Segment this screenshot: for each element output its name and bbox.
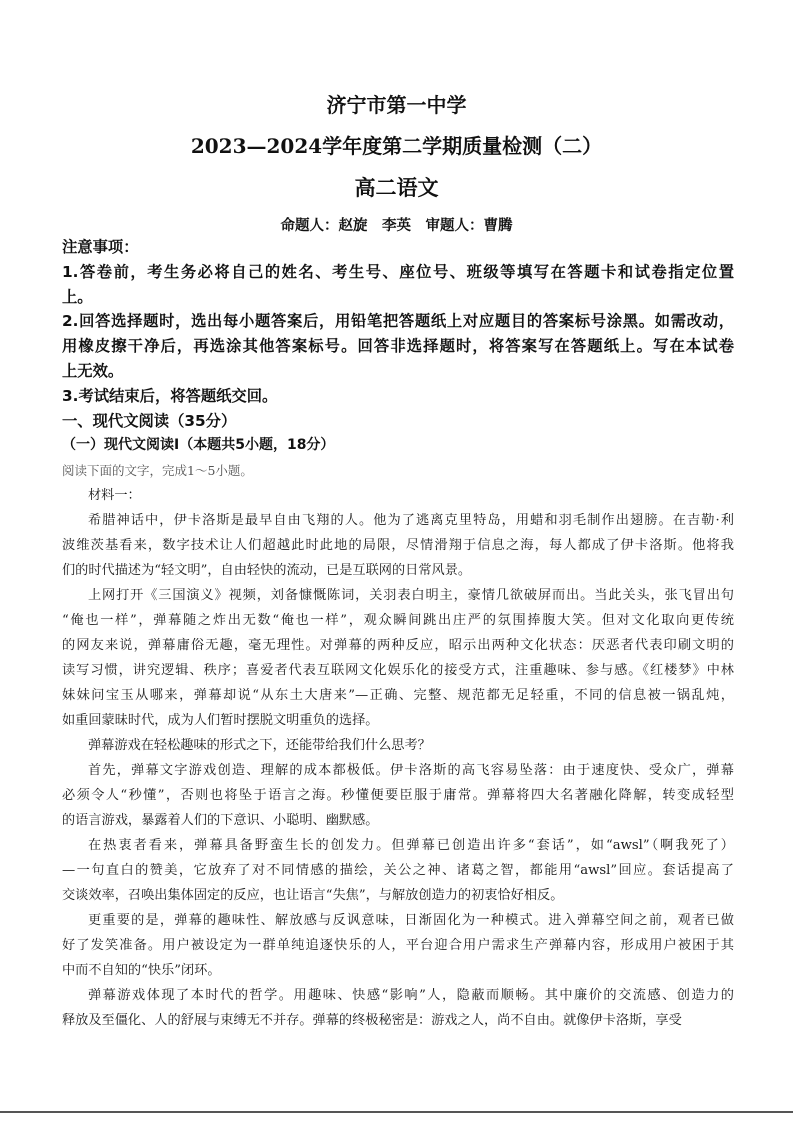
paragraph-line: 更重要的是，弹幕的趣味性、解放感与反讽意味，日渐固化为一种模式。进入弹幕空间之前，观者已做 [88, 913, 734, 928]
note-item-line: 上。 [62, 287, 93, 306]
reading-instruction: 阅读下面的文字，完成1～5小题。 [62, 463, 253, 478]
paragraph-line: 的网友来说，弹幕庸俗无趣，毫无理性。对弹幕的两种反应，昭示出两种文化状态：厌恶者代表印刷文明的 [62, 638, 734, 653]
material-label: 材料一： [88, 488, 141, 503]
paragraph-line: —一句直白的赞美，它放弃了对不同情感的描绘，关公之神、诸葛之智，都能用“awsl”回应。套话提高了 [62, 863, 734, 878]
subject-title: 高二语文 [354, 175, 439, 200]
note-item [62, 384, 734, 409]
paragraph-line: 读写习惯，讲究逻辑、秩序；喜爱者代表互联网文化娱乐化的接受方式，注重趣味、参与感。《红楼梦》中林 [62, 663, 734, 678]
paragraph [62, 908, 734, 983]
authors-line: 命题人：赵旋 李英 审题人：曹腾 [280, 217, 513, 234]
paragraph-line: 希腊神话中，伊卡洛斯是最早自由飞翔的人。他为了逃离克里特岛，用蜡和羽毛制作出翅膀。在吉勒·利 [88, 513, 734, 528]
exam-notes [62, 235, 734, 458]
paragraph-line: 上网打开《三国演义》视频，刘备慷慨陈词，关羽表白明主，豪情几欲破屏而出。当此关头，张飞冒出句 [88, 588, 734, 603]
paragraph-line: 们的时代描述为“轻文明”，自由轻快的流动，已是互联网的日常风景。 [62, 563, 472, 578]
paragraph-line: 中而不自知的“快乐”闭环。 [62, 963, 221, 978]
paragraph [62, 508, 734, 583]
paragraph [62, 983, 734, 1033]
paragraph-line: 首先，弹幕文字游戏创造、理解的成本都极低。伊卡洛斯的高飞容易坠落：由于速度快、受众广，弹幕 [88, 763, 734, 778]
paragraph-line: 交谈效率，召唤出集体固定的反应，也让语言“失焦”，与解放创造力的初衷恰好相反。 [62, 888, 564, 903]
paragraph-line: 释放及至僵化、人的舒展与束缚无不并存。弹幕的终极秘密是：游戏之人，尚不自由。就像伊卡洛斯，享受 [62, 1013, 682, 1028]
paragraph-line: 妹妹问宝玉从哪来，弹幕却说“从东土大唐来”—正确、完整、规范都无足轻重，不同的信息被一锅乱炖， [62, 688, 734, 703]
section-heading: 一、现代文阅读（35分） [62, 411, 237, 430]
paragraph-line: “俺也一样”，弹幕随之炸出无数“俺也一样”，观众瞬间跳出庄严的氛围捧腹大笑。但对文化取向更传统 [62, 613, 734, 628]
note-item [62, 309, 734, 383]
note-item-line: 1.答卷前，考生务必将自己的姓名、考生号、座位号、班级等填写在答题卡和试卷指定位置 [62, 262, 734, 281]
paragraph [62, 758, 734, 833]
paragraph-line: 如重回蒙昧时代，成为人们暂时摆脱文明重负的选择。 [62, 713, 379, 728]
paragraph [62, 833, 734, 908]
reading-passage [62, 483, 734, 1033]
passage-paragraphs [62, 508, 734, 1033]
paragraph-line: 好了发笑准备。用户被设定为一群单纯追逐快乐的人，平台迎合用户需求生产弹幕内容，形成用户被困于其 [62, 938, 734, 953]
paragraph-line: 必须令人“秒懂”，否则也将坠于语言之海。秒懂便要臣服于庸常。弹幕将四大名著融化降解，转变成轻型 [62, 788, 734, 803]
school-name: 济宁市第一中学 [326, 93, 467, 117]
subsection-heading: （一）现代文阅读Ⅰ（本题共5小题，18分） [62, 437, 335, 454]
paragraph-line: 的语言游戏，暴露着人们的下意识、小聪明、幽默感。 [62, 813, 379, 828]
note-item-line: 3.考试结束后，将答题纸交回。 [62, 386, 278, 405]
note-item [62, 260, 734, 310]
note-item-line: 2.回答选择题时，选出每小题答案后，用铅笔把答题纸上对应题目的答案标号涂黑。如需改动， [62, 312, 734, 331]
paragraph [62, 733, 734, 758]
paragraph-line: 弹幕游戏体现了本时代的哲学。用趣味、快感“影响”人，隐蔽而顺畅。其中廉价的交流感、创造力的 [88, 988, 734, 1003]
paragraph [62, 583, 734, 733]
page-bottom-rule [0, 1111, 793, 1113]
paragraph-line: 弹幕游戏在轻松趣味的形式之下，还能带给我们什么思考？ [88, 738, 431, 753]
note-item-line: 用橡皮擦干净后，再选涂其他答案标号。回答非选择题时，将答案写在答题纸上。写在本试卷 [62, 337, 734, 356]
notes-list [62, 260, 734, 409]
paragraph-line: 在热衷者看来，弹幕具备野蛮生长的创发力。但弹幕已创造出许多“套话”，如“awsl”（啊我死了） [88, 838, 734, 853]
note-item-line: 上无效。 [62, 361, 124, 380]
notes-heading: 注意事项： [62, 238, 139, 256]
paragraph-line: 波维茨基看来，数字技术让人们超越此时此地的局限，尽情滑翔于信息之海，每人都成了伊卡洛斯。他将我 [62, 538, 734, 553]
exam-title: 2023—2024学年度第二学期质量检测（二） [190, 134, 603, 158]
